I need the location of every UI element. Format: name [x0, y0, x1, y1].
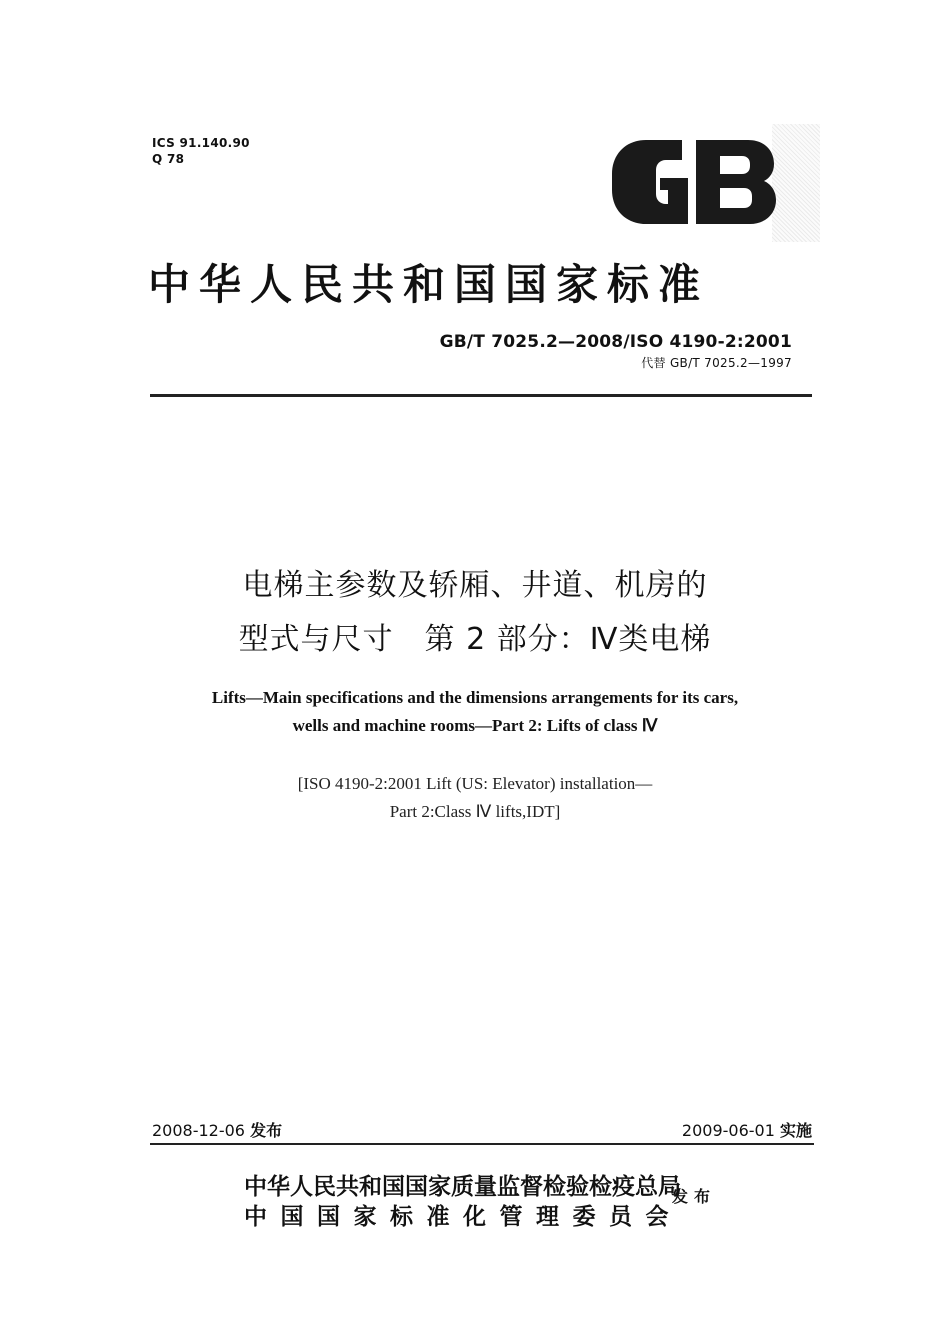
- standard-code-block: [440, 332, 792, 371]
- standard-code: GB/T 7025.2—2008/ISO 4190-2:2001: [439, 332, 792, 352]
- publish-label: 发布: [672, 1187, 717, 1206]
- issuer-aqsiq: 中华人民共和国国家质量监督检验检疫总局: [244, 1174, 681, 1200]
- effective-date: 2009-06-01: [681, 1121, 775, 1140]
- effective-label: 实施: [779, 1121, 812, 1140]
- effective-date-block: [682, 1118, 812, 1141]
- english-title-line-2: wells and machine rooms—Part 2: Lifts of class Ⅳ: [292, 716, 658, 735]
- footer-rule: [150, 1143, 814, 1145]
- issue-date-block: [152, 1118, 282, 1141]
- english-title-line-1: Lifts—Main specifications and the dimensions arrangements for its cars,: [211, 688, 739, 707]
- iso-equivalence-line-2: Part 2:Class Ⅳ lifts,IDT]: [389, 802, 561, 821]
- gb-logo-graphic: [608, 136, 778, 228]
- issuer-sac: 中国国家标准化管理委员会: [244, 1204, 682, 1230]
- chinese-title-line-1: 电梯主参数及轿厢、井道、机房的: [242, 568, 708, 603]
- issue-label: 发布: [250, 1121, 283, 1140]
- replaces-note: 代替 GB/T 7025.2—1997: [641, 356, 792, 370]
- classification-codes: [152, 135, 250, 167]
- issue-date: 2008-12-06: [152, 1121, 245, 1140]
- ccs-code: Q 78: [152, 152, 185, 166]
- scan-noise: [772, 124, 820, 242]
- header-rule: [150, 394, 812, 397]
- iso-equivalence-line-1: [ISO 4190-2:2001 Lift (US: Elevator) installation—: [297, 774, 653, 793]
- chinese-title-line-2: 型式与尺寸 第 2 部分：Ⅳ类电梯: [238, 622, 712, 657]
- gb-logo: [608, 136, 778, 228]
- ics-code: ICS 91.140.90: [152, 136, 250, 150]
- national-standard-title: 中华人民共和国国家标准: [148, 260, 710, 309]
